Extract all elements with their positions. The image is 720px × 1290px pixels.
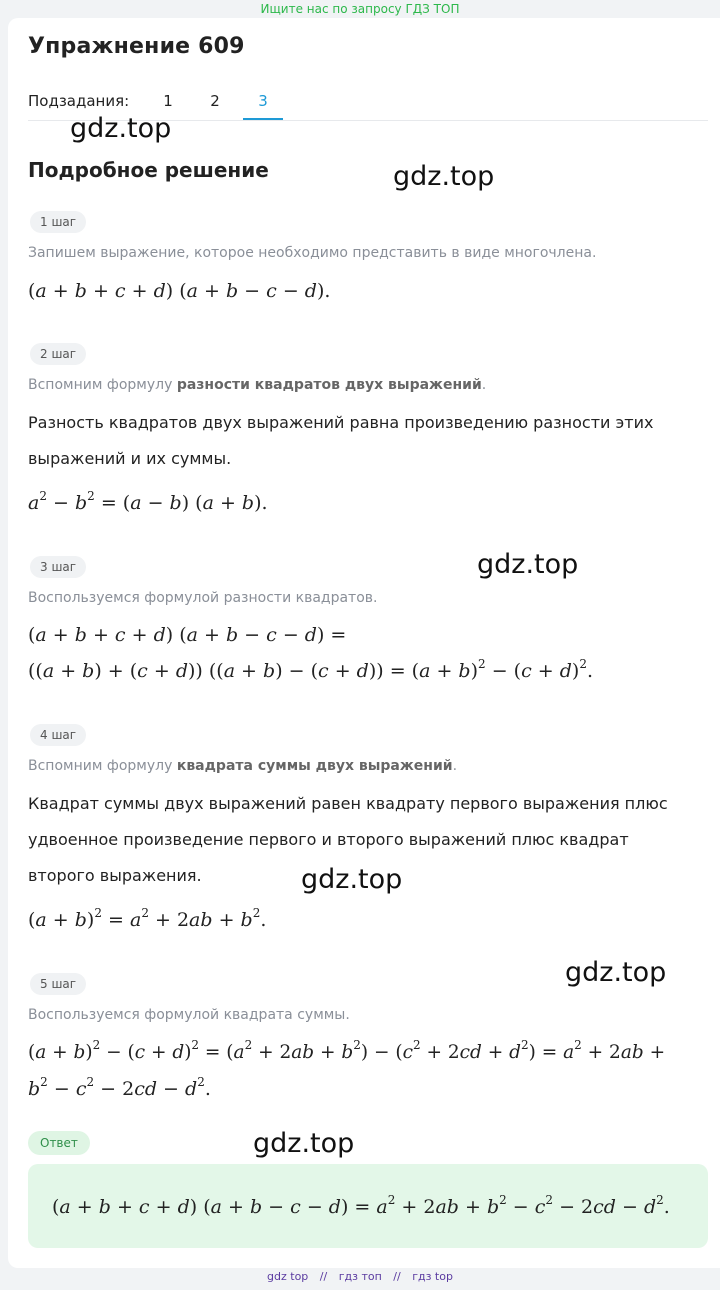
step-formula-5b: $b^2 - c^2 - 2cd - d^2$. xyxy=(28,1075,211,1100)
step-formula-4: $(a + b)^2 = a^2 + 2ab + b^2$. xyxy=(28,906,267,931)
step-badge-1: 1 шаг xyxy=(30,211,86,233)
step-text-2: Разность квадратов двух выражений равна произведению разности этих выражений и их суммы. xyxy=(28,413,654,468)
tab-subtask-3[interactable]: 3 xyxy=(258,92,268,110)
step-hint-3: Воспользуемся формулой разности квадратов. xyxy=(28,590,378,606)
footer-link-3[interactable]: гдз top xyxy=(412,1270,453,1283)
step-hint-4: Вспомним формулу квадрата суммы двух выражений. xyxy=(28,758,458,774)
answer-formula: (a + b + c + d) $(a + b - c - d) = a^2 + 2ab + b^2 - c^2 - 2cd - d^2$. xyxy=(52,1193,670,1218)
step-hint-5: Воспользуемся формулой квадрата суммы. xyxy=(28,1007,350,1023)
watermark: gdz.top xyxy=(70,113,172,144)
step-formula-3b: ((a + b) + (c + d)) $((a + b) - (c + d)) = (a + b)^2 - (c + d)^2$. xyxy=(28,657,594,682)
footer-link-1[interactable]: gdz top xyxy=(267,1270,309,1283)
step-badge-3: 3 шаг xyxy=(30,556,86,578)
footer-links xyxy=(0,1270,720,1283)
step-text-4: Квадрат суммы двух выражений равен квадрату первого выражения плюс удвоенное произведение первого и второго выражений плюс квадрат второго выражения. xyxy=(28,794,668,885)
page-title: Упражнение 609 xyxy=(28,34,245,59)
watermark: gdz.top xyxy=(565,957,667,988)
tab-subtask-1[interactable]: 1 xyxy=(163,92,173,110)
footer-separator: // xyxy=(393,1270,401,1283)
footer-link-2[interactable]: гдз топ xyxy=(338,1270,382,1283)
watermark: gdz.top xyxy=(301,864,403,895)
tab-subtask-2[interactable]: 2 xyxy=(210,92,220,110)
step-hint-4-term: квадрата суммы двух выражений xyxy=(176,758,453,774)
subtasks-label: Подзадания: xyxy=(28,92,130,110)
step-badge-4: 4 шаг xyxy=(30,724,86,746)
step-badge-2: 2 шаг xyxy=(30,343,86,365)
step-badge-5: 5 шаг xyxy=(30,973,86,995)
step-hint-2: Вспомним формулу разности квадратов двух выражений. xyxy=(28,377,487,393)
step-hint-1: Запишем выражение, которое необходимо представить в виде многочлена. xyxy=(28,245,597,261)
top-search-link[interactable]: Ищите нас по запросу ГДЗ ТОП xyxy=(260,2,460,16)
step-formula-3a: (a + b + c + d) (a + b − c − d) = xyxy=(28,624,347,646)
watermark: gdz.top xyxy=(253,1128,355,1159)
step-formula-2: $a^2 - b^2 = (a - b) (a + b)$. xyxy=(28,489,268,514)
footer-separator: // xyxy=(319,1270,328,1283)
step-hint-2-term: разности квадратов двух выражений xyxy=(176,377,482,393)
watermark: gdz.top xyxy=(477,549,579,580)
step-formula-5a: $(a + b)^2 - (c + d)^2 = (a^2 + 2ab + b^2) - (c^2 + 2cd + d^2) = a^2 + 2ab$ + xyxy=(28,1038,666,1063)
step-formula-1: (a + b + c + d) (a + b − c − d). xyxy=(28,280,331,302)
section-title: Подробное решение xyxy=(28,158,269,182)
watermark: gdz.top xyxy=(393,161,495,192)
answer-badge: Ответ xyxy=(28,1131,90,1155)
